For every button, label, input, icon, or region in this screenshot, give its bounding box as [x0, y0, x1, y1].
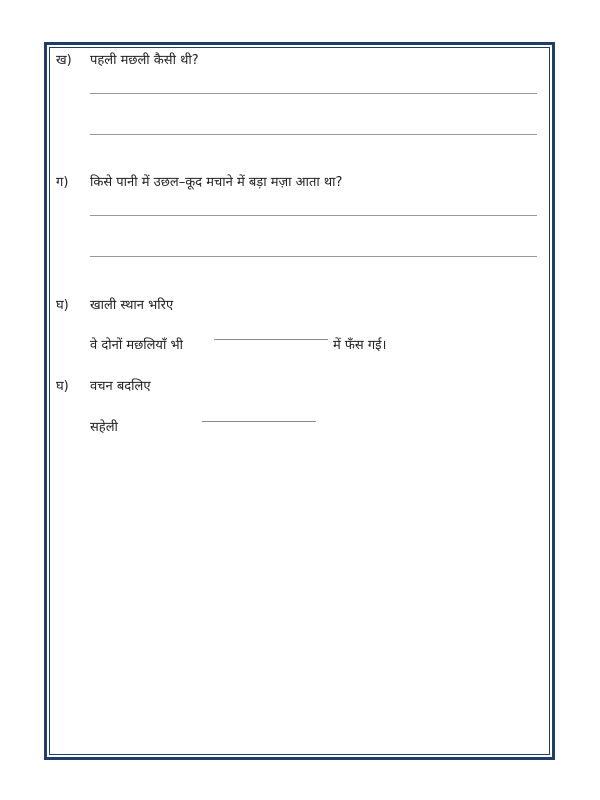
fill-blank-line: [214, 339, 328, 340]
answer-line: [90, 215, 537, 216]
question-text-fill-blank: खाली स्थान भरिए: [90, 298, 174, 313]
worksheet-inner-frame: [49, 47, 550, 755]
answer-line: [90, 134, 537, 135]
question-text-change-number: वचन बदलिए: [90, 379, 151, 394]
fill-blank-sentence-start: वे दोनों मछलियाँ भी: [90, 338, 183, 353]
change-number-line: [202, 421, 316, 422]
fill-blank-sentence-end: में फँस गई।: [333, 338, 387, 353]
question-label-ga: ग): [56, 175, 69, 190]
question-label-gha-2: घ): [56, 379, 69, 394]
question-text-kha: पहली मछली कैसी थी?: [90, 53, 199, 68]
change-number-word: सहेली: [90, 420, 118, 435]
question-label-kha: ख): [56, 53, 72, 68]
answer-line: [90, 93, 537, 94]
worksheet-frame: [44, 42, 555, 760]
question-label-gha: घ): [56, 298, 69, 313]
answer-line: [90, 256, 537, 257]
question-text-ga: किसे पानी में उछल–कूद मचाने में बड़ा मज़ा आता था?: [90, 175, 343, 190]
